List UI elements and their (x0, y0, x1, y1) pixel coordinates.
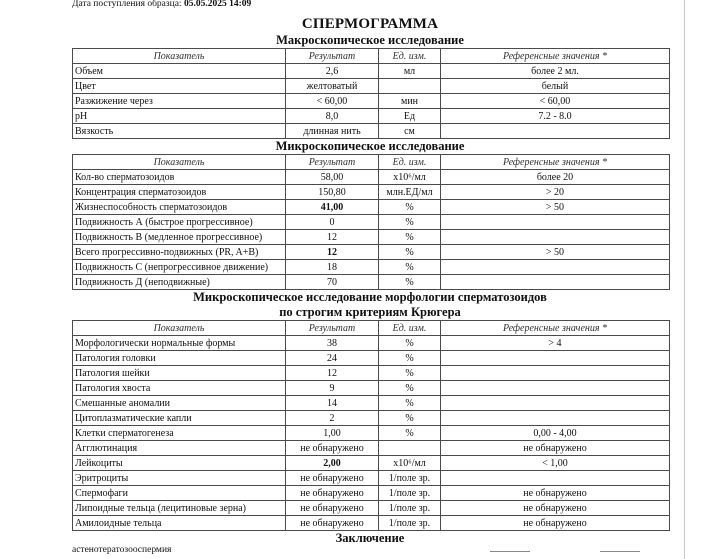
table-row (73, 396, 670, 411)
unit: % (379, 230, 441, 245)
parameter-name: Липоидные тельца (лецитиновые зерна) (73, 501, 286, 516)
unit: см (379, 124, 441, 139)
reference-value: > 4 (441, 336, 670, 351)
column-header: Референсные значения * (441, 155, 670, 170)
morph-table (72, 320, 670, 531)
reference-value (441, 396, 670, 411)
result-value: 70 (286, 275, 379, 290)
result-value: 1,00 (286, 426, 379, 441)
column-header: Результат (286, 155, 379, 170)
result-value: не обнаружено (286, 471, 379, 486)
page-edge-divider (684, 0, 685, 559)
reference-value (441, 471, 670, 486)
unit: % (379, 381, 441, 396)
result-value: не обнаружено (286, 441, 379, 456)
table-row (73, 200, 670, 215)
unit: % (379, 396, 441, 411)
parameter-name: Кол-во сперматозоидов (73, 170, 286, 185)
parameter-name: Подвижность В (медленное прогрессивное) (73, 230, 286, 245)
unit: 1/поле зр. (379, 486, 441, 501)
reference-value: > 20 (441, 185, 670, 200)
reference-value: > 50 (441, 245, 670, 260)
micro-section-title: Микроскопическое исследование (275, 139, 465, 153)
result-value: 8,0 (286, 109, 379, 124)
table-header-row (73, 155, 670, 170)
parameter-name: Вязкость (73, 124, 286, 139)
unit: % (379, 336, 441, 351)
parameter-name: Цитоплазматические капли (73, 411, 286, 426)
reference-value (441, 230, 670, 245)
result-value: 12 (286, 230, 379, 245)
reference-value: не обнаружено (441, 441, 670, 456)
reference-value (441, 366, 670, 381)
parameter-name: Лейкоциты (73, 456, 286, 471)
faded-signature-line (490, 551, 530, 552)
table-row (73, 275, 670, 290)
table-row (73, 456, 670, 471)
parameter-name: Патология шейки (73, 366, 286, 381)
unit: % (379, 411, 441, 426)
macro-section-title: Макроскопическое исследование (276, 33, 464, 47)
reference-value: 0,00 - 4,00 (441, 426, 670, 441)
reference-value: более 2 мл. (441, 64, 670, 79)
unit (379, 79, 441, 94)
table-row (73, 109, 670, 124)
unit: 1/поле зр. (379, 516, 441, 531)
table-row (73, 215, 670, 230)
result-value: 18 (286, 260, 379, 275)
table-row (73, 185, 670, 200)
result-value: 2,6 (286, 64, 379, 79)
parameter-name: Разжижение через (73, 94, 286, 109)
column-header: Показатель (73, 49, 286, 64)
faded-signature-line (600, 551, 640, 552)
unit: % (379, 260, 441, 275)
column-header: Референсные значения * (441, 321, 670, 336)
parameter-name: Агглютинация (73, 441, 286, 456)
result-value: не обнаружено (286, 501, 379, 516)
parameter-name: Патология хвоста (73, 381, 286, 396)
table-row (73, 351, 670, 366)
table-row (73, 516, 670, 531)
result-value: 38 (286, 336, 379, 351)
parameter-name: Патология головки (73, 351, 286, 366)
micro-table (72, 154, 670, 290)
parameter-name: Смешанные аномалии (73, 396, 286, 411)
unit: 1/поле зр. (379, 471, 441, 486)
unit: 1/поле зр. (379, 501, 441, 516)
result-value: 12 (286, 245, 379, 260)
table-row (73, 381, 670, 396)
date-label: Дата поступления образца: (72, 0, 182, 9)
table-row (73, 94, 670, 109)
parameter-name: pH (73, 109, 286, 124)
date-value: 05.05.2025 14:09 (183, 0, 252, 9)
reference-value (441, 260, 670, 275)
unit: % (379, 215, 441, 230)
macro-table (72, 48, 670, 139)
result-value: 24 (286, 351, 379, 366)
table-row (73, 79, 670, 94)
parameter-name: Эритроциты (73, 471, 286, 486)
table-row (73, 441, 670, 456)
unit (379, 441, 441, 456)
parameter-name: Концентрация сперматозоидов (73, 185, 286, 200)
parameter-name: Клетки сперматогенеза (73, 426, 286, 441)
parameter-name: Подвижность А (быстрое прогрессивное) (73, 215, 286, 230)
parameter-name: Подвижность С (непрогрессивное движение) (73, 260, 286, 275)
conclusion-title: Заключение (335, 531, 405, 545)
parameter-name: Цвет (73, 79, 286, 94)
unit: % (379, 200, 441, 215)
result-value: 9 (286, 381, 379, 396)
reference-value: < 60,00 (441, 94, 670, 109)
document-title: СПЕРМОГРАММА (301, 16, 439, 32)
reference-value: 7.2 - 8.0 (441, 109, 670, 124)
result-value: 150,80 (286, 185, 379, 200)
reference-value: не обнаружено (441, 516, 670, 531)
unit: x10⁶/мл (379, 170, 441, 185)
column-header: Ед. изм. (379, 321, 441, 336)
unit: Ед (379, 109, 441, 124)
morph-section-title-1: Микроскопическое исследование морфологии сперматозоидов (193, 290, 547, 304)
sample-date-line (72, 0, 251, 9)
table-row (73, 411, 670, 426)
reference-value (441, 275, 670, 290)
result-value: 41,00 (286, 200, 379, 215)
table-header-row (73, 49, 670, 64)
table-row (73, 486, 670, 501)
unit: % (379, 426, 441, 441)
result-value: < 60,00 (286, 94, 379, 109)
conclusion-text: астенотератозооспермия (72, 545, 172, 555)
result-value: 2 (286, 411, 379, 426)
result-value: 58,00 (286, 170, 379, 185)
result-value: не обнаружено (286, 486, 379, 501)
parameter-name: Подвижность Д (неподвижные) (73, 275, 286, 290)
morph-section-title-2: по строгим критериям Крюгера (279, 305, 461, 319)
table-row (73, 230, 670, 245)
result-value: длинная нить (286, 124, 379, 139)
table-header-row (73, 321, 670, 336)
column-header: Показатель (73, 155, 286, 170)
result-value: желтоватый (286, 79, 379, 94)
result-value: 14 (286, 396, 379, 411)
unit: % (379, 245, 441, 260)
parameter-name: Спермофаги (73, 486, 286, 501)
column-header: Ед. изм. (379, 155, 441, 170)
unit: мл (379, 64, 441, 79)
table-row (73, 124, 670, 139)
unit: млн.ЕД/мл (379, 185, 441, 200)
reference-value: более 20 (441, 170, 670, 185)
reference-value: не обнаружено (441, 486, 670, 501)
reference-value (441, 381, 670, 396)
table-row (73, 501, 670, 516)
parameter-name: Всего прогрессивно-подвижных (PR, A+B) (73, 245, 286, 260)
unit: % (379, 351, 441, 366)
table-row (73, 366, 670, 381)
table-row (73, 426, 670, 441)
column-header: Результат (286, 49, 379, 64)
reference-value (441, 124, 670, 139)
parameter-name: Жизнеспособность сперматозоидов (73, 200, 286, 215)
result-value: не обнаружено (286, 516, 379, 531)
unit: x10⁶/мл (379, 456, 441, 471)
parameter-name: Амилоидные тельца (73, 516, 286, 531)
column-header: Результат (286, 321, 379, 336)
result-value: 12 (286, 366, 379, 381)
column-header: Показатель (73, 321, 286, 336)
reference-value: белый (441, 79, 670, 94)
result-value: 0 (286, 215, 379, 230)
parameter-name: Объем (73, 64, 286, 79)
result-value: 2,00 (286, 456, 379, 471)
column-header: Ед. изм. (379, 49, 441, 64)
reference-value: не обнаружено (441, 501, 670, 516)
table-row (73, 336, 670, 351)
column-header: Референсные значения * (441, 49, 670, 64)
unit: % (379, 275, 441, 290)
table-row (73, 260, 670, 275)
reference-value: < 1,00 (441, 456, 670, 471)
parameter-name: Морфологически нормальные формы (73, 336, 286, 351)
reference-value: > 50 (441, 200, 670, 215)
reference-value (441, 351, 670, 366)
unit: % (379, 366, 441, 381)
table-row (73, 245, 670, 260)
table-row (73, 64, 670, 79)
reference-value (441, 411, 670, 426)
table-row (73, 170, 670, 185)
unit: мин (379, 94, 441, 109)
table-row (73, 471, 670, 486)
reference-value (441, 215, 670, 230)
